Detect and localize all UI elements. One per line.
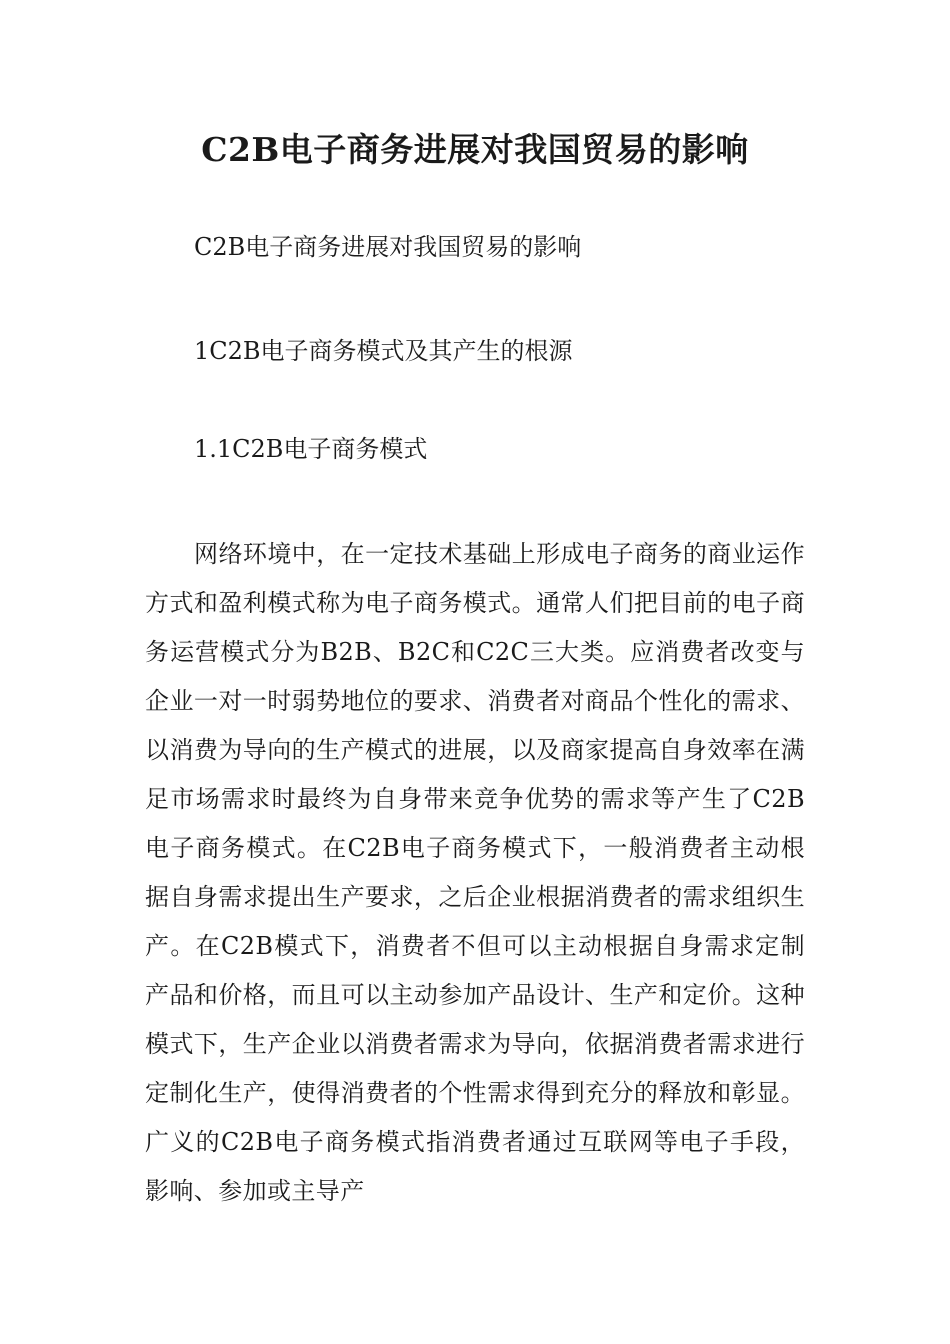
body-paragraph: 网络环境中，在一定技术基础上形成电子商务的商业运作方式和盈利模式称为电子商务模式。通常人们把目前的电子商务运营模式分为B2B、B2C和C2C三大类。应消费者改变与企业一对一时弱势地位的要求、消费者对商品个性化的需求、以消费为导向的生产模式的进展，以及商家提高自身效率在满足市场需求时最终为自身带来竞争优势的需求等产生了C2B电子商务模式。在C2B电子商务模式下，一般消费者主动根据自身需求提出生产要求，之后企业根据消费者的需求组织生产。在C2B模式下，消费者不但可以主动根据自身需求定制产品和价格，而且可以主动参加产品设计、生产和定价。这种模式下，生产企业以消费者需求为导向，依据消费者需求进行定制化生产，使得消费者的个性需求得到充分的释放和彰显。广义的C2B电子商务模式指消费者通过互联网等电子手段，影响、参加或主导产 [145, 540, 805, 1205]
subsection-heading: 1.1C2B电子商务模式 [194, 435, 428, 463]
document-title: C2B电子商务进展对我国贸易的影响 [201, 130, 749, 169]
section-heading: 1C2B电子商务模式及其产生的根源 [194, 337, 573, 365]
document-subtitle: C2B电子商务进展对我国贸易的影响 [194, 233, 582, 261]
